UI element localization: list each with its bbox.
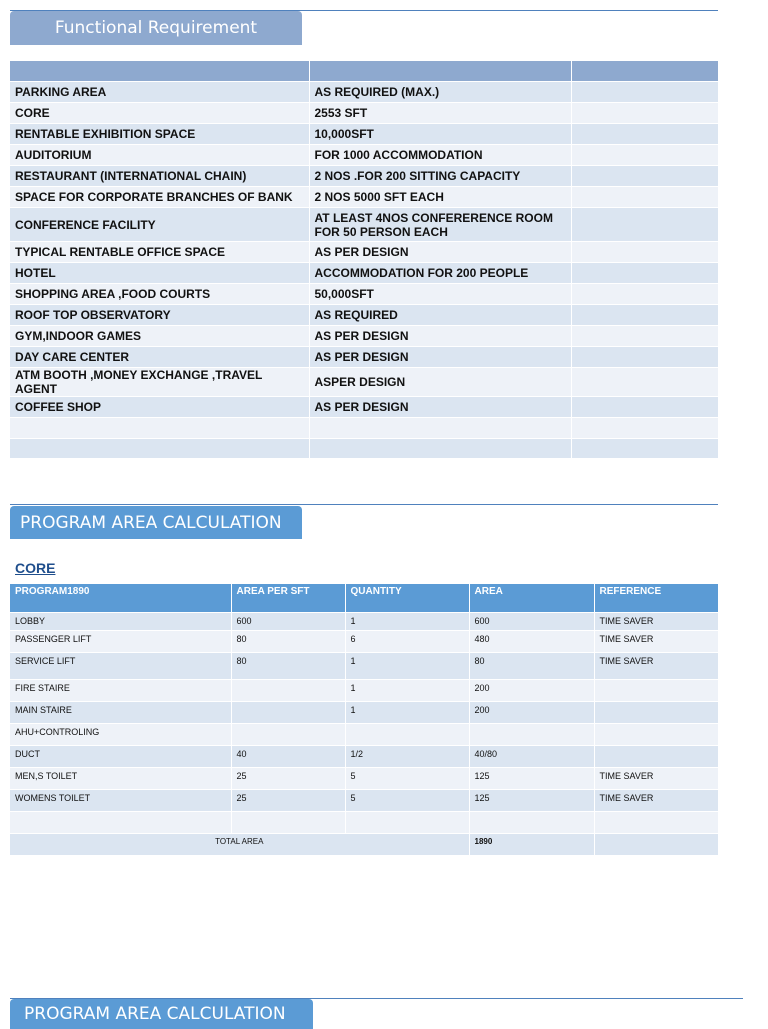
func-row — [10, 347, 718, 368]
func-row — [10, 166, 718, 187]
func-value-cell: FOR 1000 ACCOMMODATION — [309, 145, 571, 166]
func-extra-cell — [571, 166, 718, 187]
core-cell: 600 — [231, 613, 345, 631]
core-cell — [469, 724, 594, 746]
core-cell — [345, 812, 469, 834]
core-row — [10, 746, 718, 768]
core-heading: CORE — [15, 560, 56, 576]
func-item-cell: RESTAURANT (INTERNATIONAL CHAIN) — [10, 166, 309, 187]
core-cell — [469, 812, 594, 834]
func-row — [10, 124, 718, 145]
section2-rule — [10, 504, 718, 505]
func-header-row — [10, 61, 718, 82]
core-cell: MEN,S TOILET — [10, 768, 231, 790]
core-cell — [594, 680, 718, 702]
func-value-cell: 2 NOS 5000 SFT EACH — [309, 187, 571, 208]
func-extra-cell — [571, 439, 718, 459]
func-item-cell: DAY CARE CENTER — [10, 347, 309, 368]
core-row — [10, 702, 718, 724]
func-extra-cell — [571, 187, 718, 208]
func-value-cell: 50,000SFT — [309, 284, 571, 305]
core-cell: 80 — [231, 653, 345, 680]
func-item-cell: RENTABLE EXHIBITION SPACE — [10, 124, 309, 145]
func-item-cell: ATM BOOTH ,MONEY EXCHANGE ,TRAVEL AGENT — [10, 368, 309, 397]
core-cell — [345, 724, 469, 746]
core-cell: 480 — [469, 631, 594, 653]
core-cell: TIME SAVER — [594, 768, 718, 790]
func-item-cell: PARKING AREA — [10, 82, 309, 103]
total-area-value: 1890 — [469, 834, 594, 856]
func-extra-cell — [571, 284, 718, 305]
func-extra-cell — [571, 208, 718, 242]
func-value-cell: AS PER DESIGN — [309, 326, 571, 347]
func-extra-cell — [571, 305, 718, 326]
core-cell: SERVICE LIFT — [10, 653, 231, 680]
core-header-cell: AREA — [469, 584, 594, 613]
func-row — [10, 284, 718, 305]
func-item-cell: CORE — [10, 103, 309, 124]
core-cell: 1 — [345, 653, 469, 680]
core-cell — [10, 812, 231, 834]
func-row — [10, 242, 718, 263]
func-row — [10, 305, 718, 326]
core-cell: 5 — [345, 768, 469, 790]
func-extra-cell — [571, 124, 718, 145]
func-extra-cell — [571, 145, 718, 166]
core-cell — [231, 680, 345, 702]
func-row — [10, 82, 718, 103]
core-cell: 1/2 — [345, 746, 469, 768]
func-row — [10, 187, 718, 208]
core-row — [10, 768, 718, 790]
func-header-cell — [571, 61, 718, 82]
func-row — [10, 326, 718, 347]
core-cell: TIME SAVER — [594, 613, 718, 631]
func-value-cell: AS REQUIRED (MAX.) — [309, 82, 571, 103]
core-cell — [594, 724, 718, 746]
core-header-cell: AREA PER SFT — [231, 584, 345, 613]
func-extra-cell — [571, 82, 718, 103]
func-extra-cell — [571, 103, 718, 124]
core-cell: 80 — [469, 653, 594, 680]
func-value-cell: AS REQUIRED — [309, 305, 571, 326]
functional-requirement-table — [10, 61, 719, 459]
func-row — [10, 439, 718, 459]
func-extra-cell — [571, 347, 718, 368]
func-value-cell: AS PER DESIGN — [309, 242, 571, 263]
core-row — [10, 812, 718, 834]
core-row — [10, 653, 718, 680]
func-value-cell — [309, 439, 571, 459]
func-item-cell: AUDITORIUM — [10, 145, 309, 166]
section2-title-tab — [10, 506, 302, 539]
func-value-cell: 2553 SFT — [309, 103, 571, 124]
func-extra-cell — [571, 242, 718, 263]
core-cell: WOMENS TOILET — [10, 790, 231, 812]
core-cell: 1 — [345, 613, 469, 631]
func-extra-cell — [571, 368, 718, 397]
core-cell: 600 — [469, 613, 594, 631]
func-header-cell — [309, 61, 571, 82]
core-cell: TIME SAVER — [594, 653, 718, 680]
core-cell: 5 — [345, 790, 469, 812]
func-header-cell — [10, 61, 309, 82]
func-row — [10, 145, 718, 166]
core-cell: 200 — [469, 680, 594, 702]
total-area-label: TOTAL AREA — [10, 834, 469, 856]
func-item-cell: ROOF TOP OBSERVATORY — [10, 305, 309, 326]
func-row — [10, 208, 718, 242]
core-cell: 80 — [231, 631, 345, 653]
core-cell: 125 — [469, 768, 594, 790]
func-item-cell: GYM,INDOOR GAMES — [10, 326, 309, 347]
core-cell: 25 — [231, 768, 345, 790]
core-cell: MAIN STAIRE — [10, 702, 231, 724]
section1-title: Functional Requirement — [54, 18, 258, 38]
func-extra-cell — [571, 397, 718, 418]
func-row — [10, 263, 718, 284]
func-item-cell: CONFERENCE FACILITY — [10, 208, 309, 242]
section3-title: PROGRAM AREA CALCULATION — [24, 1004, 286, 1024]
core-row — [10, 790, 718, 812]
func-item-cell — [10, 418, 309, 439]
core-cell — [594, 702, 718, 724]
func-extra-cell — [571, 263, 718, 284]
core-cell — [231, 724, 345, 746]
core-header-cell: QUANTITY — [345, 584, 469, 613]
section3-title-tab — [10, 999, 313, 1029]
core-cell: 25 — [231, 790, 345, 812]
core-cell: TIME SAVER — [594, 631, 718, 653]
func-value-cell: ASPER DESIGN — [309, 368, 571, 397]
core-header-row — [10, 584, 718, 613]
func-value-cell: AS PER DESIGN — [309, 347, 571, 368]
func-value-cell: AS PER DESIGN — [309, 397, 571, 418]
func-item-cell: HOTEL — [10, 263, 309, 284]
core-cell: FIRE STAIRE — [10, 680, 231, 702]
core-header-cell: REFERENCE — [594, 584, 718, 613]
func-value-cell: 10,000SFT — [309, 124, 571, 145]
core-cell: TIME SAVER — [594, 790, 718, 812]
section1-title-tab — [10, 11, 302, 45]
core-cell — [594, 812, 718, 834]
func-row — [10, 397, 718, 418]
core-cell: 125 — [469, 790, 594, 812]
func-extra-cell — [571, 418, 718, 439]
core-cell — [231, 812, 345, 834]
core-cell: PASSENGER LIFT — [10, 631, 231, 653]
core-cell — [594, 746, 718, 768]
core-row — [10, 631, 718, 653]
func-item-cell: TYPICAL RENTABLE OFFICE SPACE — [10, 242, 309, 263]
core-cell: 40 — [231, 746, 345, 768]
func-item-cell — [10, 439, 309, 459]
core-cell: 40/80 — [469, 746, 594, 768]
core-row — [10, 724, 718, 746]
core-row — [10, 613, 718, 631]
func-value-cell: AT LEAST 4NOS CONFERERENCE ROOM FOR 50 PERSON EACH — [309, 208, 571, 242]
func-row — [10, 418, 718, 439]
func-value-cell — [309, 418, 571, 439]
func-row — [10, 103, 718, 124]
func-value-cell: 2 NOS .FOR 200 SITTING CAPACITY — [309, 166, 571, 187]
core-cell: DUCT — [10, 746, 231, 768]
core-row — [10, 680, 718, 702]
func-item-cell: SHOPPING AREA ,FOOD COURTS — [10, 284, 309, 305]
func-item-cell: SPACE FOR CORPORATE BRANCHES OF BANK — [10, 187, 309, 208]
total-empty-cell — [594, 834, 718, 856]
core-cell: AHU+CONTROLING — [10, 724, 231, 746]
core-cell: 200 — [469, 702, 594, 724]
section2-title: PROGRAM AREA CALCULATION — [20, 512, 282, 533]
core-header-cell: PROGRAM1890 — [10, 584, 231, 613]
core-cell: 1 — [345, 702, 469, 724]
func-value-cell: ACCOMMODATION FOR 200 PEOPLE — [309, 263, 571, 284]
core-cell — [231, 702, 345, 724]
core-total-row — [10, 834, 718, 856]
func-item-cell: COFFEE SHOP — [10, 397, 309, 418]
func-extra-cell — [571, 326, 718, 347]
core-cell: 1 — [345, 680, 469, 702]
core-program-table — [10, 584, 719, 856]
core-cell: LOBBY — [10, 613, 231, 631]
core-cell: 6 — [345, 631, 469, 653]
func-row — [10, 368, 718, 397]
